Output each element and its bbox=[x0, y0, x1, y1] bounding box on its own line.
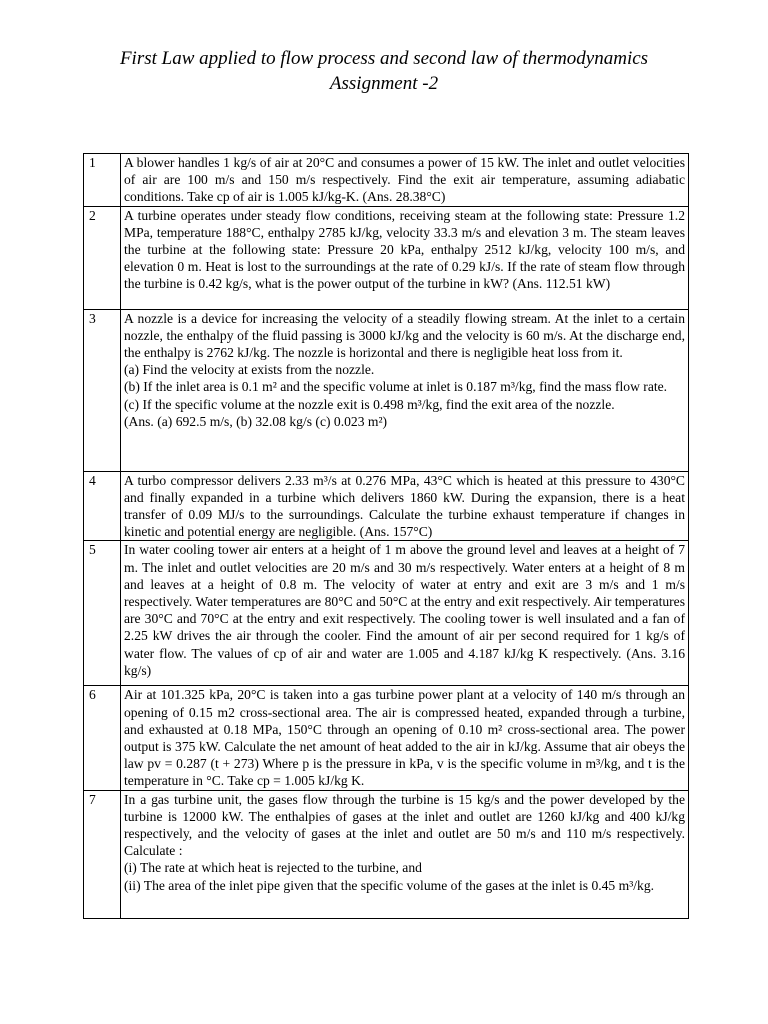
problem-row-4 bbox=[84, 471, 689, 541]
problem-number: 1 bbox=[84, 154, 121, 207]
problem-row-7 bbox=[84, 790, 689, 918]
problem-row-6 bbox=[84, 686, 689, 790]
problem-text: A blower handles 1 kg/s of air at 20°C and consumes a power of 15 kW. The inlet and outlet velocities of air are 100 m/s and 150 m/s respectively. Find the exit air temperature, assuming adiabatic conditions. Take cp of air is 1.005 kJ/kg-K. (Ans. 28.38°C) bbox=[121, 154, 689, 207]
problem-row-1 bbox=[84, 154, 689, 207]
problems-table bbox=[83, 153, 689, 919]
problem-number: 4 bbox=[84, 471, 121, 541]
problem-number: 2 bbox=[84, 206, 121, 309]
problem-text: A nozzle is a device for increasing the velocity of a steadily flowing stream. At the inlet to a certain nozzle, the enthalpy of the fluid passing is 3000 kJ/kg and the velocity is 60 m/s. At the discharge end, the enthalpy is 2762 kJ/kg. The nozzle is horizontal and there is negligible heat loss from it. (a) Find the velocity at exists from the nozzle. (b) If the inlet area is 0.1 m² and the specific volume at inlet is 0.187 m³/kg, find the mass flow rate. (c) If the specific volume at the nozzle exit is 0.498 m³/kg, find the exit area of the nozzle. (Ans. (a) 692.5 m/s, (b) 32.08 kg/s (c) 0.023 m²) bbox=[121, 309, 689, 471]
problem-text: In a gas turbine unit, the gases flow through the turbine is 15 kg/s and the power developed by the turbine is 12000 kW. The enthalpies of gases at the inlet and outlet are 1260 kJ/kg and 400 kJ/kg respectively, and the velocity of gases at the inlet and outlet are 50 m/s and 110 m/s respectively. Calculate : (i) The rate at which heat is rejected to the turbine, and (ii) The area of the inlet pipe given that the specific volume of the gases at the inlet is 0.45 m³/kg. bbox=[121, 790, 689, 918]
problem-row-2 bbox=[84, 206, 689, 309]
problem-row-5 bbox=[84, 541, 689, 686]
problem-number: 7 bbox=[84, 790, 121, 918]
problem-number: 6 bbox=[84, 686, 121, 790]
document-title: First Law applied to flow process and second law of thermodynamics bbox=[119, 48, 649, 69]
assignment-subtitle: Assignment -2 bbox=[329, 73, 439, 94]
problem-number: 3 bbox=[84, 309, 121, 471]
problem-text: A turbo compressor delivers 2.33 m³/s at 0.276 MPa, 43°C which is heated at this pressure to 430°C and finally expanded in a turbine which delivers 1860 kW. During the expansion, there is a heat transfer of 0.09 MJ/s to the surroundings. Calculate the turbine exhaust temperature if changes in kinetic and potential energy are negligible. (Ans. 157°C) bbox=[121, 471, 689, 541]
problem-text: In water cooling tower air enters at a height of 1 m above the ground level and leaves at a height of 7 m. The inlet and outlet velocities are 20 m/s and 30 m/s respectively. Water enters at a height of 8 m and leaves at a height of 0.8 m. The velocity of water at entry and exit are 3 m/s and 1 m/s respectively. Water temperatures are 80°C and 50°C at the entry and exit respectively. Air temperatures are 30°C and 70°C at the entry and exit respectively. The cooling tower is well insulated and a fan of 2.25 kW drives the air through the cooler. Find the amount of air per second required for 1 kg/s of water flow. The values of cp of air and water are 1.005 and 4.187 kJ/kg K respectively. (Ans. 3.16 kg/s) bbox=[121, 541, 689, 686]
problem-text: Air at 101.325 kPa, 20°C is taken into a gas turbine power plant at a velocity of 140 m/s through an opening of 0.15 m2 cross-sectional area. The air is compressed heated, expanded through a turbine, and exhausted at 0.18 MPa, 150°C through an opening of 0.10 m² cross-sectional area. The power output is 375 kW. Calculate the net amount of heat added to the air in kJ/kg. Assume that air obeys the law pv = 0.287 (t + 273) Where p is the pressure in kPa, v is the specific volume in m³/kg, and t is the temperature in °C. Take cp = 1.005 kJ/kg K. bbox=[121, 686, 689, 790]
problem-number: 5 bbox=[84, 541, 121, 686]
problem-row-3 bbox=[84, 309, 689, 471]
problem-text: A turbine operates under steady flow conditions, receiving steam at the following state: Pressure 1.2 MPa, temperature 188°C, enthalpy 2785 kJ/kg, velocity 33.3 m/s and elevation 3 m. The steam leaves the turbine at the following state: Pressure 20 kPa, enthalpy 2512 kJ/kg, velocity 100 m/s, and elevation 0 m. Heat is lost to the surroundings at the rate of 0.29 kJ/s. If the rate of steam flow through the turbine is 0.42 kg/s, what is the power output of the turbine in kW? (Ans. 112.51 kW) bbox=[121, 206, 689, 309]
